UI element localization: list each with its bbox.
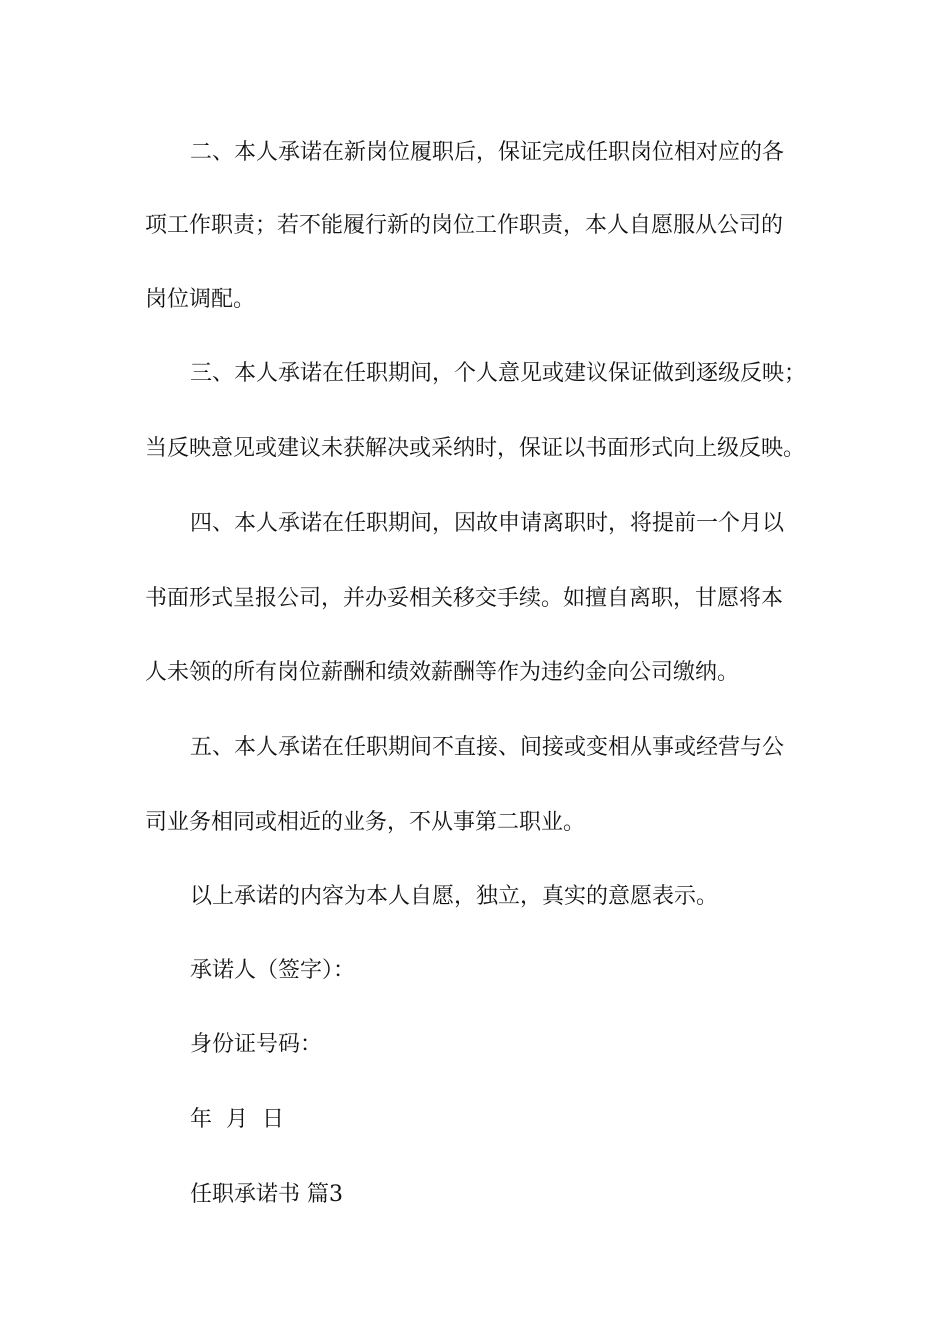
- paragraph-3-line-1: 三、本人承诺在任职期间，个人意见或建议保证做到逐级反映；: [190, 361, 807, 386]
- signature-label: 承诺人（签字）：: [190, 958, 356, 983]
- paragraph-2-line-3: 岗位调配。: [145, 287, 256, 312]
- paragraph-2-line-2: 项工作职责；若不能履行新的岗位工作职责，本人自愿服从公司的: [145, 213, 784, 238]
- date-year: 年: [190, 1107, 213, 1132]
- paragraph-4-line-1: 四、本人承诺在任职期间，因故申请离职时，将提前一个月以: [190, 511, 785, 536]
- next-section-title: 任职承诺书 篇3: [190, 1182, 343, 1207]
- paragraph-5-line-2: 司业务相同或相近的业务，不从事第二职业。: [145, 810, 586, 835]
- date-line: [190, 1105, 870, 1135]
- id-number-label: 身份证号码：: [190, 1032, 323, 1057]
- paragraph-2-line-1: 二、本人承诺在新岗位履职后，保证完成任职岗位相对应的各: [190, 140, 785, 165]
- date-month: 月: [226, 1107, 249, 1132]
- paragraph-4-line-2: 书面形式呈报公司，并办妥相关移交手续。如擅自离职，甘愿将本: [145, 586, 784, 611]
- paragraph-4-line-3: 人未领的所有岗位薪酬和绩效薪酬等作为违约金向公司缴纳。: [145, 660, 740, 685]
- closing-statement: 以上承诺的内容为本人自愿，独立，真实的意愿表示。: [190, 884, 719, 909]
- paragraph-3-line-2: 当反映意见或建议未获解决或采纳时，保证以书面形式向上级反映。: [145, 436, 806, 461]
- paragraph-5-line-1: 五、本人承诺在任职期间不直接、间接或变相从事或经营与公: [190, 735, 785, 760]
- date-day: 日: [262, 1107, 285, 1132]
